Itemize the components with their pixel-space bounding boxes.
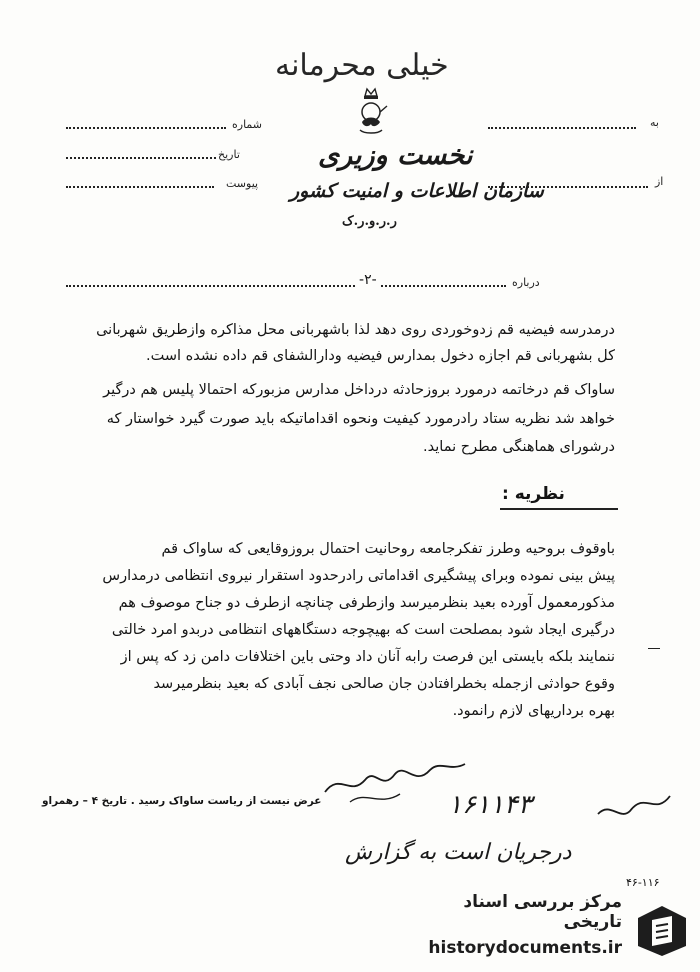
attachment-field-line [66,186,214,188]
paragraph-2-line: باوقوف بروحیه وطرز تفکرجامعه روحانیت احتمال بروزوقایعی که ساواک قم [161,541,615,557]
from-field-label: از [655,175,664,188]
paragraph-2-line: بهره برداریهای لازم رانمود. [452,703,615,719]
from-field-line [488,186,648,188]
paragraph-2-line: پیش بینی نموده وبرای پیشگیری اقداماتی رادرحدود استقرار نیروی انتظامی درمدارس [102,568,615,584]
number-field-label: شماره [232,118,263,131]
classification-stamp: خیلی محرمانه [275,48,449,83]
paragraph-1 [75,318,615,461]
opinion-underline [500,508,618,510]
paragraph-2-line: درگیری ایجاد شود بمصلحت است که بهیچوجه دستگاههای انتظامی دربدو امرد خالتی [111,622,615,638]
margin-dash [648,648,660,649]
report-note: عرض نیست از ریاست ساواک رسید . تاریخ ۴ – رهمراو [42,795,322,807]
paragraph-1-line: درمدرسه فیضیه قم زدوخوردی روی دهد لذا باشهربانی محل مذاکره وازطریق شهربانی [96,322,615,338]
organization-subtitle: سازمان اطلاعات و امنیت کشور [290,180,544,202]
watermark [400,892,700,972]
archive-logo-icon [634,902,690,958]
paragraph-1-line: درشورای هماهنگی مطرح نماید. [423,439,615,455]
watermark-name: مرکز بررسی اسناد تاریخی [463,892,622,932]
subject-line [66,285,506,287]
organization-title: نخست وزیری [318,140,473,171]
paragraph-2 [75,536,615,725]
paragraph-1-line: خواهد شد نظریه ستاد رادرمورد کیفیت ونحوه اقداماتیکه باید صورت گیرد خواستار که [106,410,615,427]
attachment-field-label: پیوست [226,177,259,190]
organization-code: ر.ر.و.ر.ک [342,214,397,229]
date-field-line [66,157,216,159]
paragraph-2-line: ننمایند بلکه بایستی این فرصت رابه آنان داد وحتی باین اختلافات دامن زد که پس از [120,649,615,665]
paragraph-2-line: وقوع حوادثی ازجمله بخطرافتادن جان صالحی نجف آبادی که بعید بنظرمیرسد [153,676,615,692]
handwritten-reference-number: ۱۶۱۱۴۳ [448,790,532,820]
opinion-heading: نظریه : [502,484,565,504]
paragraph-1-line: ساواک قم درخاتمه درمورد بروزحادثه درداخل مدارس مزبورکه احتمالا پلیس هم درگیر [103,382,615,398]
handwritten-scribble [590,786,680,826]
to-field-line [488,127,636,129]
archive-code: ۴۶-۱۱۶ [626,876,660,889]
date-field-label: تاریخ [218,148,240,161]
to-field-label: به [650,116,659,129]
number-field-line [66,127,226,129]
handwritten-remark: درجریان است به گزارش [345,840,572,865]
page-number: -۲- [355,272,381,288]
paragraph-1-line: کل بشهربانی قم اجازه دخول بمدارس فیضیه ودارالشفای قم داده نشده است. [146,347,615,364]
paragraph-2-line: مذکورمعمول آورده بعید بنظرمیرسد وازطرفی چنانچه ازطرف دو جناح موصوف هم [118,595,615,611]
subject-label: درباره [512,276,540,289]
watermark-url: historydocuments.ir [428,938,622,958]
emblem-icon [352,86,390,138]
